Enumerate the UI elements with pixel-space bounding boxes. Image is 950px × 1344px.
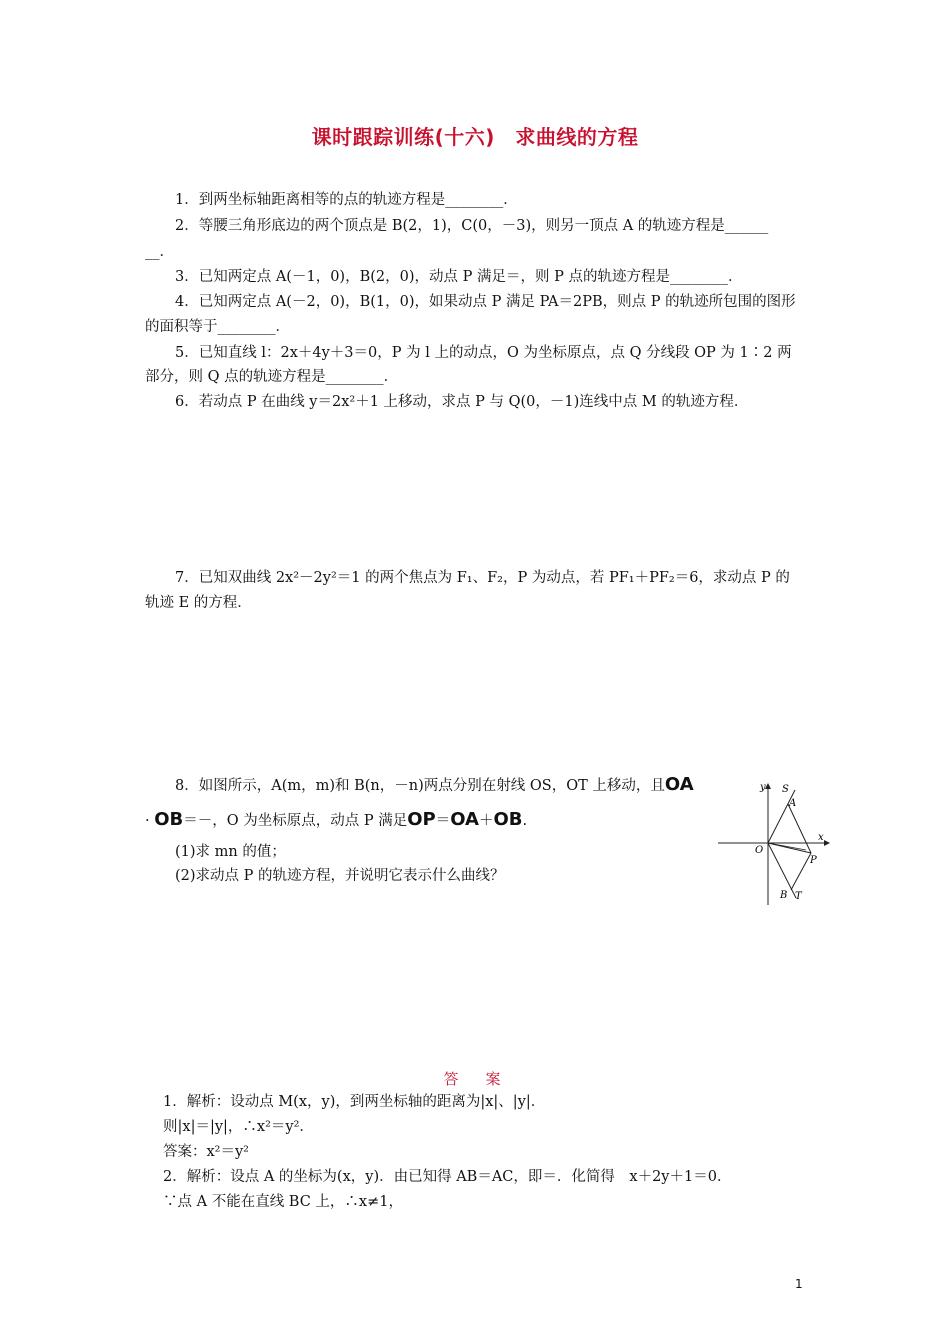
segment-pb [791, 853, 811, 890]
label-y: y [760, 782, 766, 793]
segment-op-2 [768, 843, 806, 850]
problem-5-line-1: 5．已知直线 l：2x＋4y＋3＝0，P 为 l 上的动点，O 为坐标原点，点 Q 分线段 OP 为 1∶2 两 [175, 345, 792, 361]
period: . [522, 813, 528, 829]
problem-8-question-1: (1)求 mn 的值； [175, 844, 286, 860]
problem-1: 1．到两坐标轴距离相等的点的轨迹方程是________． [175, 192, 518, 208]
problem-3: 3．已知两定点 A(－1，0)，B(2，0)，动点 P 满足＝，则 P 点的轨迹方程是________． [175, 269, 743, 285]
problem-8-condition: ＝－，O 为坐标原点，动点 P 满足 [183, 813, 408, 829]
label-t: T [795, 891, 802, 902]
dot-product-symbol: · [145, 813, 150, 829]
answers-heading: 答 案 [443, 1070, 507, 1088]
label-p: P [810, 855, 817, 866]
x-axis-arrow [824, 840, 830, 846]
vector-oa-sum: OA [450, 809, 479, 830]
segment-ap [788, 804, 811, 853]
answer-1-line-3: 答案：x²＝y² [163, 1144, 249, 1160]
answer-1-line-2: 则|x|＝|y|，∴x²＝y²． [163, 1119, 314, 1135]
vector-op: OP [407, 809, 436, 830]
problem-8-line-1 [175, 775, 703, 796]
problem-7-line-2: 轨迹 E 的方程． [145, 595, 252, 611]
problem-5-line-2: 部分，则 Q 点的轨迹方程是________． [145, 369, 399, 385]
plus-sign: ＋ [478, 813, 494, 829]
problem-7-line-1: 7．已知双曲线 2x²－2y²＝1 的两个焦点为 F₁、F₂，P 为动点，若 PF₁＋PF₂＝6，求动点 P 的 [175, 570, 790, 586]
problem-4-line-1: 4．已知两定点 A(－2，0)，B(1，0)，如果动点 P 满足 PA＝2PB，则点 P 的轨迹所包围的图形 [175, 294, 796, 310]
problem-8-question-2: (2)求动点 P 的轨迹方程，并说明它表示什么曲线？ [175, 868, 505, 884]
vector-ob-sum: OB [493, 809, 523, 830]
problem-6: 6．若动点 P 在曲线 y＝2x²＋1 上移动，求点 P 与 Q(0，－1)连线中点 M 的轨迹方程． [175, 394, 749, 410]
page-title: 课时跟踪训练(十六) 求曲线的方程 [311, 125, 639, 149]
coordinate-diagram [718, 780, 830, 905]
problem-2-line-1: 2．等腰三角形底边的两个顶点是 B(2，1)，C(0，－3)，则另一顶点 A 的轨迹方程是______ [175, 218, 769, 234]
problem-4-line-2: 的面积等于________． [145, 319, 290, 335]
problem-8-figure [718, 780, 830, 905]
vector-oa: OA [664, 774, 694, 795]
label-a: A [789, 798, 797, 809]
answer-2-line-2: ∵点 A 不能在直线 BC 上，∴x≠1， [163, 1194, 403, 1210]
problem-2-line-2: __． [145, 244, 174, 260]
label-s: S [782, 784, 789, 795]
answer-2-line-1: 2．解析：设点 A 的坐标为(x，y)．由已知得 AB＝AC，即＝．化简得 x＋2y＋1＝0． [163, 1169, 732, 1185]
problem-8-line-2 [145, 810, 705, 831]
label-o: O [755, 845, 764, 856]
label-x: x [818, 832, 824, 843]
vector-ob: OB [154, 809, 184, 830]
answer-1-line-1: 1．解析：设动点 M(x，y)，到两坐标轴的距离为|x|、|y|． [163, 1094, 546, 1110]
equals-sign: ＝ [435, 813, 451, 829]
label-b: B [780, 890, 788, 901]
problem-8-text: 8．如图所示，A(m，m)和 B(n，－n)两点分别在射线 OS，OT 上移动，且 [175, 778, 665, 794]
y-axis-arrow [765, 783, 771, 789]
page-number: 1 [795, 1277, 803, 1291]
